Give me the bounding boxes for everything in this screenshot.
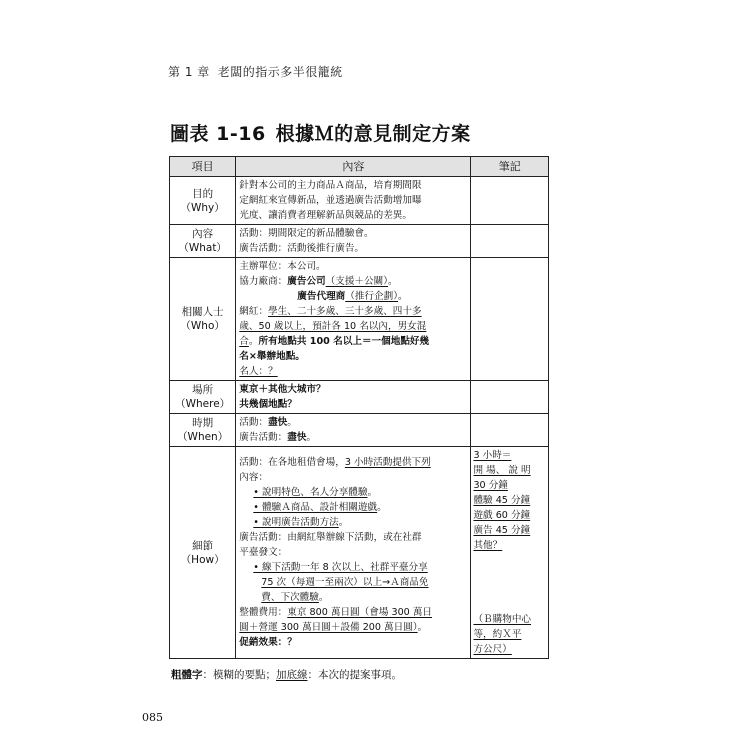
row-purpose [170, 177, 549, 225]
label-people: 相關人士 （Who） [170, 258, 236, 381]
content-time: 活動：盡快。 廣告活動：盡快。 [236, 414, 471, 447]
label-purpose: 目的 （Why） [170, 177, 236, 225]
figure-caption: 根據Ｍ的意見制定方案 [275, 123, 471, 145]
content-place: 東京＋其他大城市？ 共幾個地點？ [236, 381, 471, 414]
row-content [170, 225, 549, 258]
table-header-row [170, 157, 549, 177]
legend-underline-desc: ：本次的提案事項。 [307, 669, 402, 681]
header-notes: 筆記 [471, 157, 549, 177]
content-people: 主辦單位：本公司。 協力廠商：廣告公司（支援＋公關）。 廣告代理商（推行企劃）。 網紅：學生、二十多歲、三十多歲、四十多 歲、50 歲以上，預計各 10 名以內，男女混 合。所有地點共 100 名以上＝一個地點好幾 名×舉辦地點。 名人：？ [236, 258, 471, 381]
chapter-title: 老闆的指示多半很籠統 [217, 65, 343, 79]
note-purpose [471, 177, 549, 225]
note-time [471, 414, 549, 447]
chapter-number: 第 1 章 [168, 65, 210, 79]
label-place: 場所 （Where） [170, 381, 236, 414]
header-content: 內容 [236, 157, 471, 177]
content-purpose: 針對本公司的主力商品Ａ商品，培育期間限 定網紅來宣傳新品，並透過廣告活動增加曝 光度、讓消費者理解新品與競品的差異。 [236, 177, 471, 225]
note-place [471, 381, 549, 414]
row-people [170, 258, 549, 381]
note-details: 3 小時＝ 開 場、 說 明 30 分鐘 體驗 45 分鐘 遊戲 60 分鐘 廣告 45 分鐘 其他？ （Ｂ購物中心 等，約Ｘ平 方公尺） [471, 447, 549, 659]
legend-bold-desc: ：模糊的要點； [202, 669, 276, 681]
label-details: 細節 （How） [170, 447, 236, 659]
figure-number: 圖表 1-16 [170, 123, 266, 145]
legend-underline-label: 加底線 [276, 669, 308, 681]
legend-bold-label: 粗體字 [171, 669, 203, 681]
header-item: 項目 [170, 157, 236, 177]
note-content [471, 225, 549, 258]
page-number: 085 [142, 711, 163, 724]
plan-table [169, 156, 549, 659]
running-header [168, 63, 343, 80]
table-legend [171, 667, 402, 682]
row-details [170, 447, 549, 659]
label-time: 時期 （When） [170, 414, 236, 447]
label-content: 內容 （What） [170, 225, 236, 258]
content-content: 活動：期間限定的新品體驗會。 廣告活動：活動後推行廣告。 [236, 225, 471, 258]
row-time [170, 414, 549, 447]
content-details: 活動：在各地租借會場，3 小時活動提供下列 內容： • 說明特色、名人分享體驗。 • 體驗Ａ商品、設計相關遊戲。 • 說明廣告活動方法。 廣告活動：由網紅舉辦線下活動，或在社群 平臺發文： • 線下活動一年 8 次以上、社群平臺分享 75 次（每週一至兩次）以上→Ａ商品免 費、下次體驗。 整體費用：東京 800 萬日圓（會場 300 萬日 圓＋營運 300 萬日圓＋設備 200 萬日圓）。 促銷效果：？ [236, 447, 471, 659]
note-people [471, 258, 549, 381]
figure-title [170, 119, 481, 146]
row-place [170, 381, 549, 414]
